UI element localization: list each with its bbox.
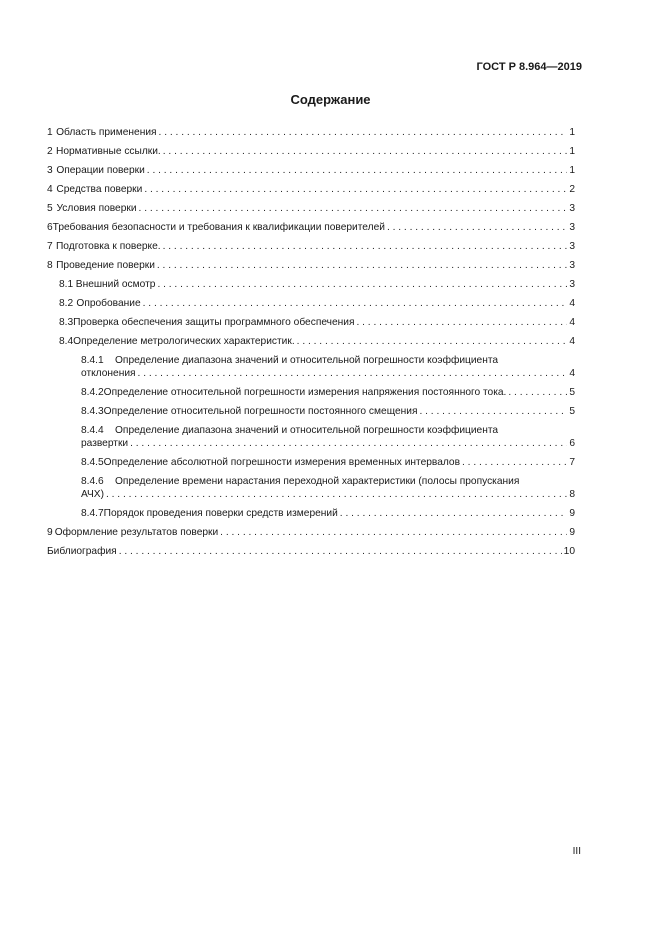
toc-title: Опробование xyxy=(76,298,141,309)
dot-leader xyxy=(138,367,568,380)
toc-number: 1 xyxy=(47,127,53,138)
toc-page: 4 xyxy=(569,298,575,309)
dot-leader xyxy=(387,221,567,234)
toc-entry xyxy=(47,183,575,196)
toc-title: Средства поверки xyxy=(56,184,143,195)
dot-leader xyxy=(143,297,568,310)
toc-number: 8.4.7 xyxy=(81,508,104,519)
toc-page: 3 xyxy=(569,203,575,214)
toc-number: 8.1 xyxy=(59,279,74,290)
toc-entry xyxy=(47,354,575,380)
toc-entry xyxy=(47,164,575,177)
toc-entry-bibliography xyxy=(47,545,575,558)
dot-leader xyxy=(419,405,567,418)
toc-title: Определение диапазона значений и относительной погрешности коэффициента xyxy=(115,355,499,366)
toc-page: 9 xyxy=(569,527,575,538)
toc-title-continued: АЧХ) xyxy=(81,489,104,500)
toc-page: 10 xyxy=(563,546,575,557)
toc-entry xyxy=(47,240,575,253)
toc-entry xyxy=(47,202,575,215)
toc-number: 8.2 xyxy=(59,298,74,309)
toc-title: Проведение поверки xyxy=(56,260,155,271)
toc-page: 3 xyxy=(569,260,575,271)
toc-page: 4 xyxy=(569,368,575,379)
toc-title: Определение относительной погрешности измерения напряжения постоянного тока. xyxy=(103,387,507,398)
toc-title: Библиография xyxy=(47,546,117,557)
dot-leader xyxy=(119,545,562,558)
page-title: Содержание xyxy=(290,92,371,107)
toc-page: 5 xyxy=(569,387,575,398)
toc-number: 8.4.1 xyxy=(81,355,104,366)
dot-leader xyxy=(159,126,568,139)
toc-number: 4 xyxy=(47,184,53,195)
toc-entry xyxy=(47,145,575,158)
table-of-contents xyxy=(47,126,575,564)
toc-title: Определение метрологических характеристик. xyxy=(73,336,295,347)
toc-number: 8.4.6 xyxy=(81,476,104,487)
toc-entry xyxy=(47,526,575,539)
toc-number: 8.3 xyxy=(59,317,74,328)
toc-title: Порядок проведения поверки средств измерений xyxy=(103,508,338,519)
toc-entry xyxy=(47,278,575,291)
dot-leader xyxy=(297,335,568,348)
dot-leader xyxy=(106,488,567,501)
dot-leader xyxy=(163,145,568,158)
toc-page: 3 xyxy=(569,222,575,233)
toc-page: 4 xyxy=(569,336,575,347)
toc-title: Определение относительной погрешности постоянного смещения xyxy=(103,406,418,417)
toc-number: 3 xyxy=(47,165,53,176)
toc-title: Область применения xyxy=(56,127,157,138)
toc-entry xyxy=(47,507,575,520)
toc-title: Внешний осмотр xyxy=(75,279,156,290)
toc-title: Нормативные ссылки. xyxy=(55,146,161,157)
toc-number: 8.4 xyxy=(59,336,74,347)
toc-number: 8 xyxy=(47,260,53,271)
toc-number: 7 xyxy=(47,241,53,252)
toc-page: 4 xyxy=(569,317,575,328)
dot-leader xyxy=(508,386,567,399)
toc-page: 1 xyxy=(569,127,575,138)
toc-entry xyxy=(47,297,575,310)
toc-entry xyxy=(47,456,575,469)
dot-leader xyxy=(157,278,567,291)
toc-number: 8.4.3 xyxy=(81,406,104,417)
toc-number: 8.4.2 xyxy=(81,387,104,398)
toc-title-continued: отклонения xyxy=(81,368,136,379)
dot-leader xyxy=(356,316,567,329)
toc-title: Оформление результатов поверки xyxy=(54,527,219,538)
toc-title: Подготовка к поверке. xyxy=(55,241,161,252)
toc-entry xyxy=(47,475,575,501)
toc-entry xyxy=(47,405,575,418)
toc-title: Определение времени нарастания переходной характеристики (полосы пропускания xyxy=(115,476,520,487)
toc-page: 8 xyxy=(569,489,575,500)
toc-page: 2 xyxy=(569,184,575,195)
toc-entry xyxy=(47,126,575,139)
toc-entry xyxy=(47,335,575,348)
toc-entry xyxy=(47,316,575,329)
dot-leader xyxy=(340,507,568,520)
dot-leader xyxy=(147,164,568,177)
toc-title: Условия поверки xyxy=(56,203,137,214)
toc-page: 5 xyxy=(569,406,575,417)
toc-entry xyxy=(47,259,575,272)
toc-title: Определение абсолютной погрешности измерения временных интервалов xyxy=(103,457,461,468)
toc-number: 6 xyxy=(47,222,53,233)
dot-leader xyxy=(163,240,568,253)
toc-number: 8.4.5 xyxy=(81,457,104,468)
toc-title: Требования безопасности и требования к квалификации поверителей xyxy=(52,222,385,233)
toc-page: 3 xyxy=(569,279,575,290)
toc-title: Проверка обеспечения защиты программного обеспечения xyxy=(73,317,355,328)
dot-leader xyxy=(462,456,567,469)
dot-leader xyxy=(220,526,567,539)
toc-page: 1 xyxy=(569,146,575,157)
toc-page: 3 xyxy=(569,241,575,252)
toc-page: 1 xyxy=(569,165,575,176)
toc-page: 6 xyxy=(569,438,575,449)
toc-number: 2 xyxy=(47,146,53,157)
dot-leader xyxy=(139,202,568,215)
toc-title-continued: развертки xyxy=(81,438,129,449)
toc-title: Определение диапазона значений и относительной погрешности коэффициента xyxy=(115,425,499,436)
document-code: ГОСТ Р 8.964—2019 xyxy=(476,61,582,73)
toc-page: 7 xyxy=(569,457,575,468)
toc-number: 8.4.4 xyxy=(81,425,104,436)
toc-entry xyxy=(47,221,575,234)
page-folio: III xyxy=(572,846,581,857)
toc-page: 9 xyxy=(569,508,575,519)
dot-leader xyxy=(144,183,567,196)
toc-number: 5 xyxy=(47,203,53,214)
dot-leader xyxy=(130,437,567,450)
toc-number: 9 xyxy=(47,527,53,538)
dot-leader xyxy=(157,259,567,272)
toc-entry xyxy=(47,386,575,399)
toc-title: Операции поверки xyxy=(56,165,145,176)
toc-entry xyxy=(47,424,575,450)
